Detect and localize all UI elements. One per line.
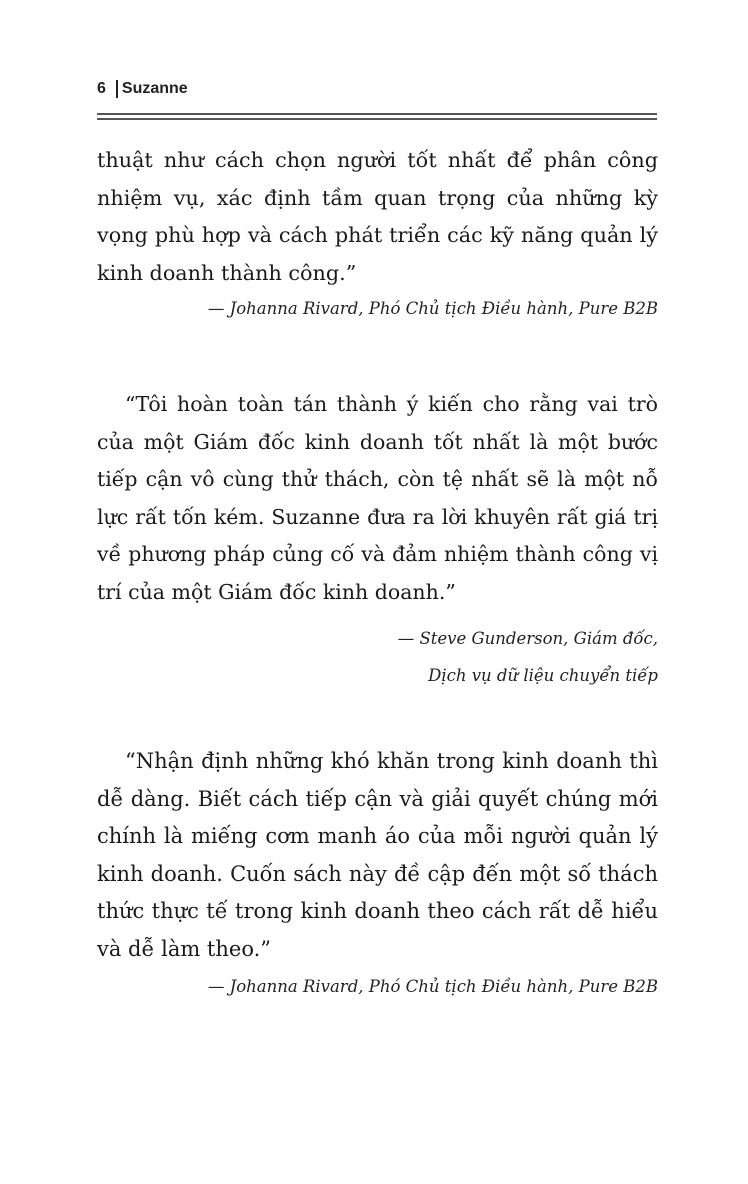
quote-line: thức thực tế trong kinh doanh theo cách rất dễ hiểu — [97, 899, 658, 924]
quote-2-attribution — [398, 620, 658, 694]
quote-line: về phương pháp củng cố và đảm nhiệm thành công vị — [97, 542, 658, 567]
header-rule-top — [97, 113, 657, 115]
page-number: 6 — [97, 80, 106, 97]
header-divider — [116, 80, 118, 98]
quote-line: thuật như cách chọn người tốt nhất để phân công — [97, 148, 658, 172]
attribution-line: — Steve Gunderson, Giám đốc, — [397, 629, 658, 648]
attribution-line: — Johanna Rivard, Phó Chủ tịch Điều hành, Pure B2B — [207, 977, 658, 996]
quote-line: chính là miếng cơm manh áo của mỗi người quản lý — [97, 824, 658, 849]
quote-2 — [97, 386, 658, 612]
quote-line: nhiệm vụ, xác định tầm quan trọng của những kỳ — [97, 185, 658, 210]
quote-line: vọng phù hợp và cách phát triển các kỹ năng quản lý — [97, 223, 658, 248]
quote-line: lực rất tốn kém. Suzanne đưa ra lời khuyên rất giá trị — [97, 504, 658, 529]
header-rule-bottom — [97, 118, 657, 120]
quote-line: “Tôi hoàn toàn tán thành ý kiến cho rằng vai trò — [125, 392, 658, 416]
attribution-line: Dịch vụ dữ liệu chuyển tiếp — [428, 666, 658, 685]
quote-line: dễ dàng. Biết cách tiếp cận và giải quyết chúng mới — [97, 786, 658, 811]
quote-line: “Nhận định những khó khăn trong kinh doanh thì — [125, 749, 658, 773]
quote-line: kinh doanh. Cuốn sách này đề cập đến một số thách — [97, 861, 658, 886]
quote-line: tiếp cận vô cùng thử thách, còn tệ nhất sẽ là một nỗ — [97, 467, 658, 492]
quote-1-attribution — [208, 299, 658, 318]
attribution-line: — Johanna Rivard, Phó Chủ tịch Điều hành, Pure B2B — [207, 299, 658, 318]
quote-line: của một Giám đốc kinh doanh tốt nhất là một bước — [97, 429, 658, 454]
quote-3 — [97, 743, 658, 969]
quote-3-attribution — [208, 977, 658, 996]
quote-line: trí của một Giám đốc kinh doanh.” — [97, 579, 456, 604]
running-title: Suzanne — [121, 80, 188, 97]
quote-line: và dễ làm theo.” — [97, 936, 271, 961]
running-header — [97, 76, 657, 102]
quote-line: kinh doanh thành công.” — [97, 260, 357, 285]
quote-1 — [97, 142, 658, 292]
